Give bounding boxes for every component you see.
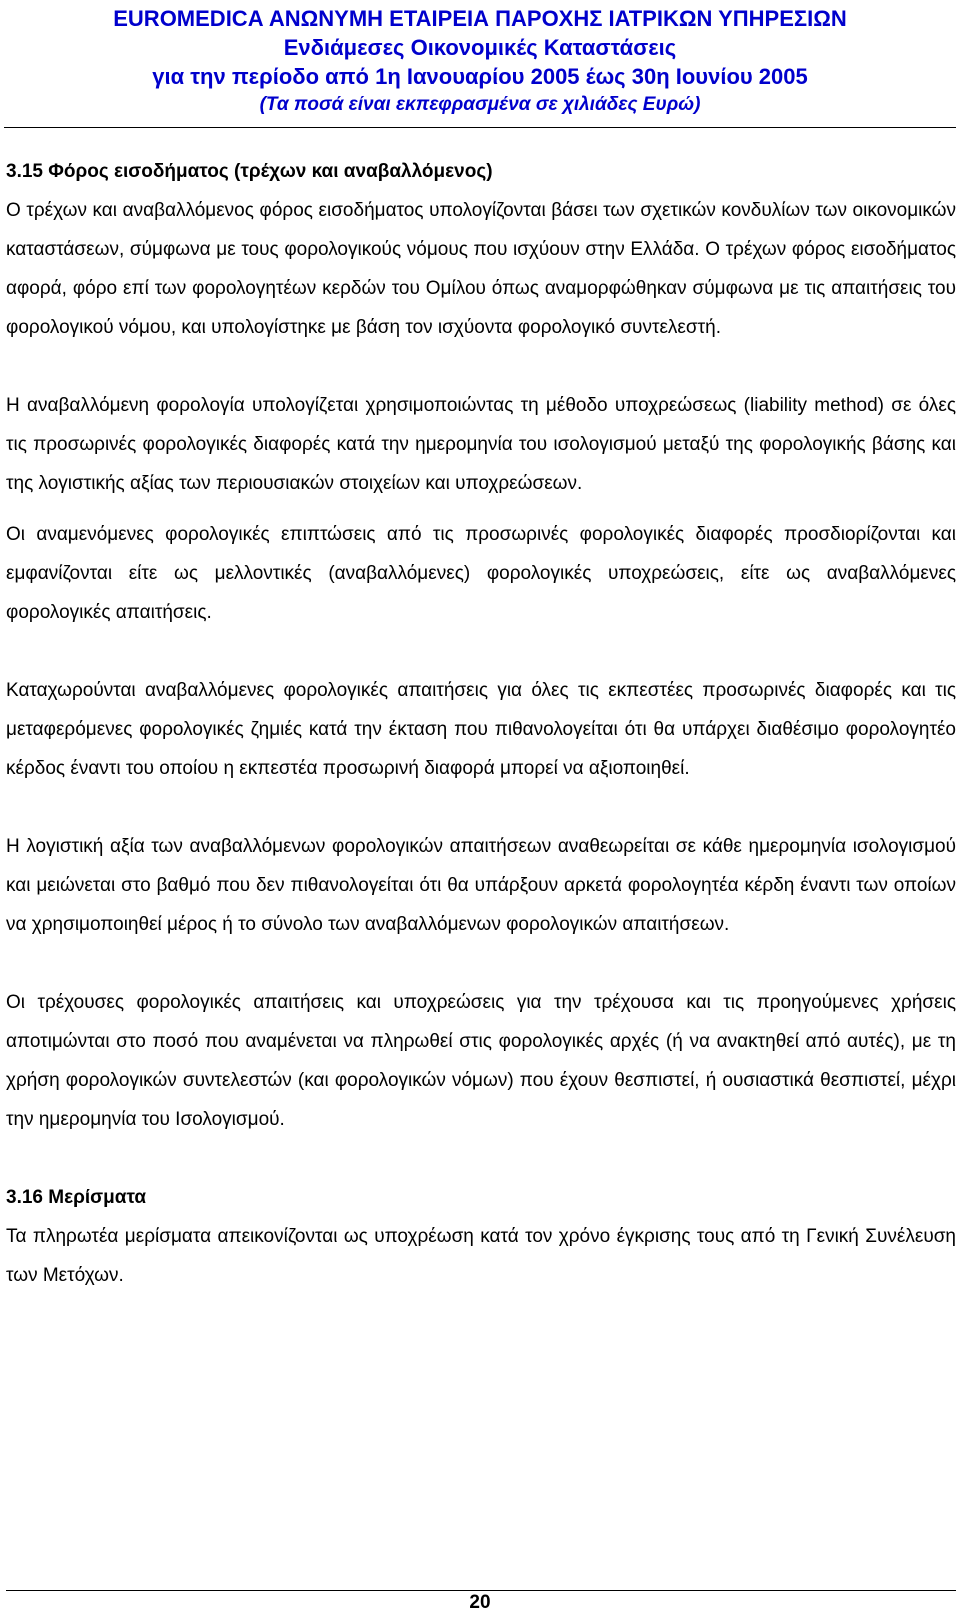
reporting-period: για την περίοδο από 1η Ιανουαρίου 2005 έως 30η Ιουνίου 2005 — [152, 64, 808, 89]
paragraph: Η αναβαλλόμενη φορολογία υπολογίζεται χρησιμοποιώντας τη μέθοδο υποχρεώσεως (liability method) σε όλες τις προσωρινές φορολογικές διαφορές κατά την ημερομηνία του ισολογισμού μεταξύ της φορολογικής βάσης και της λογιστικής αξίας των περιουσιακών στοιχείων και υποχρεώσεων. — [6, 395, 956, 494]
document-body — [6, 152, 956, 1295]
paragraph: Η λογιστική αξία των αναβαλλόμενων φορολογικών απαιτήσεων αναθεωρείται σε κάθε ημερομηνία ισολογισμού και μειώνεται στο βαθμό που δεν πιθανολογείται ότι θα υπάρξουν αρκετά φορολογητέα κέρδη έναντι των οποίων να χρησιμοποιηθεί μέρος ή το σύνολο των αναβαλλόμενων φορολογικών απαιτήσεων. — [6, 836, 956, 935]
paragraph: Ο τρέχων και αναβαλλόμενος φόρος εισοδήματος υπολογίζονται βάσει των σχετικών κονδυλίων των οικονομικών καταστάσεων, σύμφωνα με τους φορολογικούς νόμους που ισχύουν στην Ελλάδα. Ο τρέχων φόρος εισοδήματος αφορά, φόρο επί των φορολογητέων κερδών του Ομίλου όπως αναμορφώθηκαν σύμφωνα με τις απαιτήσεις του φορολογικού νόμου, και υπολογίστηκε με βάση τον ισχύοντα φορολογικό συντελεστή. — [6, 200, 956, 338]
document-header — [0, 4, 960, 118]
paragraph: Τα πληρωτέα μερίσματα απεικονίζονται ως υποχρέωση κατά τον χρόνο έγκρισης τους από τη Γενική Συνέλευση των Μετόχων. — [6, 1226, 956, 1286]
section-heading: 3.16 Μερίσματα — [6, 1187, 147, 1208]
paragraph: Οι τρέχουσες φορολογικές απαιτήσεις και υποχρεώσεις για την τρέχουσα και τις προηγούμενες χρήσεις αποτιμώνται στο ποσό που αναμένεται να πληρωθεί στις φορολογικές αρχές (ή να ανακτηθεί από αυτές), με τη χρήση φορολογικών συντελεστών (και φορολογικών νόμων) που έχουν θεσπιστεί, ή ουσιαστικά θεσπιστεί, μέχρι την ημερομηνία του Ισολογισμού. — [6, 992, 956, 1130]
page-number: 20 — [469, 1592, 491, 1613]
header-divider — [4, 127, 956, 128]
company-name: EUROMEDICA ΑΝΩΝΥΜΗ ΕΤΑΙΡΕΙΑ ΠΑΡΟΧΗΣ ΙΑΤΡΙΚΩΝ ΥΠΗΡΕΣΙΩΝ — [113, 6, 847, 31]
currency-note: (Τα ποσά είναι εκπεφρασμένα σε χιλιάδες Ευρώ) — [259, 94, 701, 115]
section-heading: 3.15 Φόρος εισοδήματος (τρέχων και αναβαλλόμενος) — [6, 161, 493, 182]
footer-divider — [6, 1590, 956, 1591]
statement-title: Ενδιάμεσες Οικονομικές Καταστάσεις — [283, 35, 677, 60]
section-dividends — [6, 1178, 956, 1295]
paragraph: Καταχωρούνται αναβαλλόμενες φορολογικές απαιτήσεις για όλες τις εκπεστέες προσωρινές διαφορές και τις μεταφερόμενες φορολογικές ζημιές κατά την έκταση που πιθανολογείται ότι θα υπάρχει διαθέσιμο φορολογητέο κέρδος έναντι του οποίου η εκπεστέα προσωρινή διαφορά μπορεί να αξιοποιηθεί. — [6, 680, 956, 779]
section-income-tax — [6, 152, 956, 1139]
paragraph: Οι αναμενόμενες φορολογικές επιπτώσεις από τις προσωρινές φορολογικές διαφορές προσδιορίζονται και εμφανίζονται είτε ως μελλοντικές (αναβαλλόμενες) φορολογικές υποχρεώσεις, είτε ως αναβαλλόμενες φορολογικές απαιτήσεις. — [6, 524, 956, 623]
